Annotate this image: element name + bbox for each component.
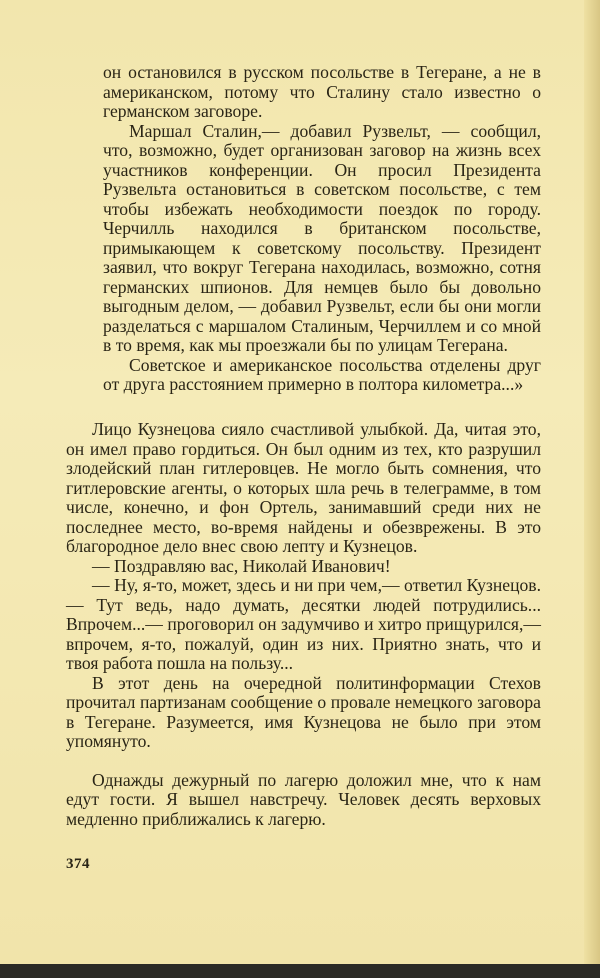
main-text-block — [66, 420, 541, 829]
page-number: 374 — [66, 856, 90, 872]
body-paragraph-2: — Поздравляю вас, Николай Иванович! — [92, 555, 391, 576]
quote-paragraph-3: Советское и американское посольства отделены друг от друга расстоянием примерно в полтора километра...» — [103, 354, 541, 394]
paragraph-gap — [66, 752, 541, 771]
page-spine-shadow — [584, 0, 600, 978]
quote-paragraph-1: он остановился в русском посольстве в Тегеране, а не в американском, потому что Сталину стало известно о германском заговоре. — [103, 62, 541, 121]
body-paragraph-1: Лицо Кузнецова сияло счастливой улыбкой. Да, читая это, он имел право гордиться. Он был одним из тех, кто разрушил злодейский план гитлеровцев. Не могло быть сомнения, что гитлеровские агенты, о которых шла речь в телеграмме, в том числе, конечно, и фон Ортель, занимавший среди них не последнее место, во-время найдены и обезврежены. В это благородное дело внес свою лепту и Кузнецов. — [66, 419, 541, 556]
quoted-text-block — [103, 63, 541, 395]
body-paragraph-5: Однажды дежурный по лагерю доложил мне, что к нам едут гости. Я вышел навстречу. Человек десять верховых медленно приближались к лагерю. — [66, 769, 541, 829]
quote-paragraph-2: Маршал Сталин,— добавил Рузвельт, — сообщил, что, возможно, будет организован заговор на жизнь всех участников конференции. Он просил Президента Рузвельта остановиться в советском посольстве, с тем чтобы избежать необходимости поездок по городу. Черчилль находился в британском посольстве, примыкающем к советскому посольству. Президент заявил, что вокруг Тегерана находилась, возможно, сотня германских шпионов. Для немцев было бы довольно выгодным делом, — добавил Рузвельт, если бы они могли разделаться с маршалом Сталиным, Черчиллем и со мной в то время, как мы проезжали бы по улицам Тегерана. — [103, 120, 541, 355]
page-bottom-edge — [0, 964, 600, 978]
body-paragraph-3: — Ну, я-то, может, здесь и ни при чем,— ответил Кузнецов.— Тут ведь, надо думать, десятки людей потрудились... Впрочем...— проговорил он задумчиво и хитро прищурился,— впрочем, я-то, пожалуй, один из них. Приятно знать, что и твоя работа пошла на пользу... — [66, 575, 541, 673]
body-paragraph-4: В этот день на очередной политинформации Стехов прочитал партизанам сообщение о провале немецкого заговора в Тегеране. Разумеется, имя Кузнецова не было при этом упомянуто. — [66, 672, 541, 751]
